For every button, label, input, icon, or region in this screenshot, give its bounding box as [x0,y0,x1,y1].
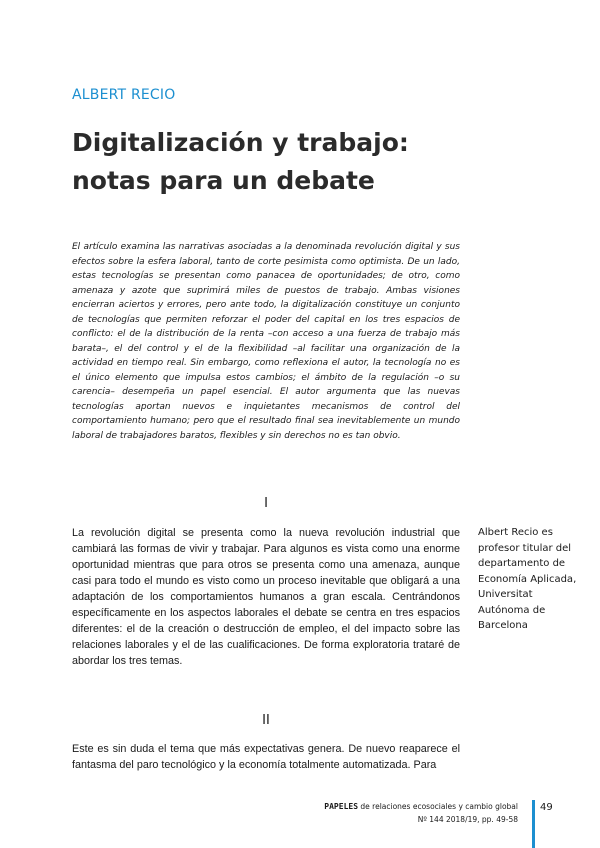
journal-name: de relaciones ecosociales y cambio global [360,802,518,811]
abstract: El artículo examina las narrativas asociadas a la denominada revolución digital y sus efectos sobre la esfera laboral, tanto de corte pesimista como optimista. De un lado, estas tecnologías se presentan como panacea de oportunidades; de otro, como amenaza y azote que suprimirá miles de puestos de trabajo. Ambas visiones encierran aciertos y errores, pero ante todo, la digitalización constituye un conjunto de tecnologías que permiten reforzar el poder del capital en los tres espacios de conflicto: el de la distribución de la renta –con acceso a una fuerza de trabajo más barata–, el del control y el de la flexibilidad –al facilitar una organización de la actividad en tiempo real. Sin embargo, como reflexiona el autor, la tecnología no es el único elemento que impulsa estos cambios; el ámbito de la regulación –o su carencia– desempeña un papel esencial. El autor argumenta que las nuevas tecnologías aportan nuevos e inquietantes mecanismos de control del comportamiento humano; pero que el resultado final sea inevitablemente un mundo laboral de trabajadores baratos, flexibles y sin derechos no es tan obvio. [72,242,460,441]
footer-accent-bar [532,800,535,848]
author-name: ALBERT RECIO [72,87,176,103]
section-body-1: La revolución digital se presenta como la nueva revolución industrial que cambiará las formas de vivir y trabajar. Para algunos es vista como una enorme oportunidad mientras que para otros se presenta como una amenaza, aunque casi para todo el mundo es visto como un proceso inevitable que obligará a una adaptación de los comportamientos humanos a gran escala. Centrándonos específicamente en los aspectos laborales el debate se centra en tres espacios diferentes: el de la creación o destrucción de empleo, el del impacto sobre las relaciones laborales y el de las cualificaciones. De forma exploratoria trataré de abordar los tres temas. [72,527,460,667]
article-title: Digitalización y trabajo: notas para un debate [72,128,409,195]
journal-logo: PAPELES [324,802,359,811]
page-number: 49 [540,802,553,813]
section-heading-2: II [262,713,270,728]
section-heading-1: I [264,496,268,511]
issue-info: Nº 144 2018/19, pp. 49-58 [417,815,518,824]
journal-footer [324,800,518,826]
section-body-2: Este es sin duda el tema que más expectativas genera. De nuevo reaparece el fantasma del paro tecnológico y la economía totalmente automatizada. Para [72,743,460,771]
author-bio-sidenote: Albert Recio es profesor titular del departamento de Economía Aplicada, Universitat Autónoma de Barcelona [478,527,577,631]
